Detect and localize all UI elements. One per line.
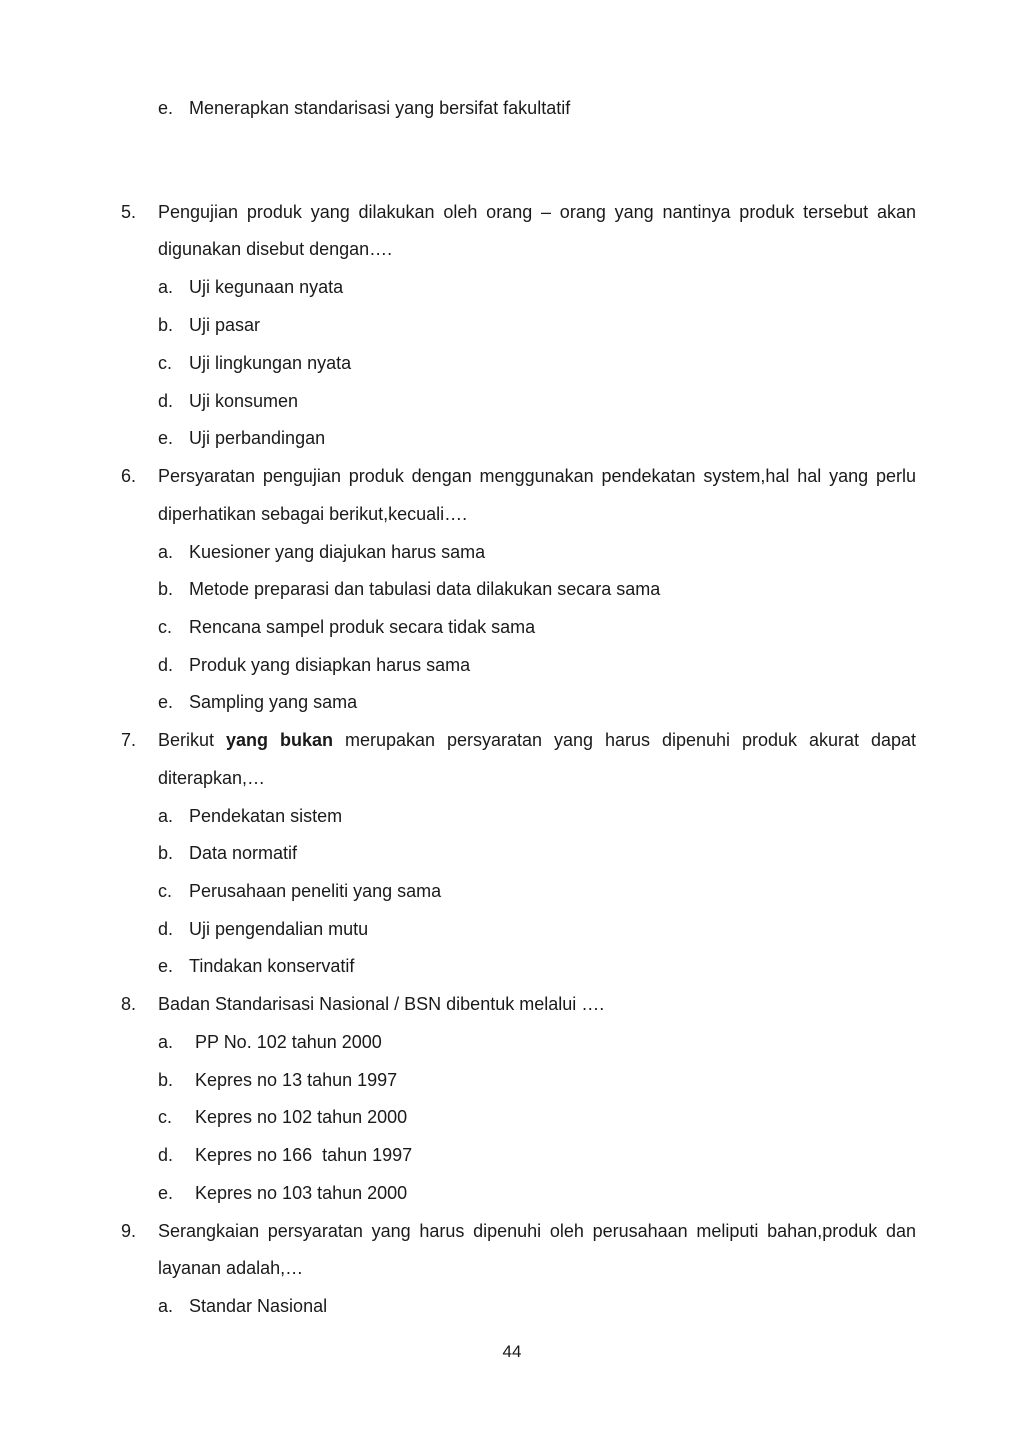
option-text: Kepres no 166 tahun 1997 <box>195 1145 413 1165</box>
option-letter: a. <box>158 806 174 826</box>
question-number: 5. <box>121 202 137 222</box>
option-text: Menerapkan standarisasi yang bersifat fakultatif <box>189 98 571 118</box>
option-letter: e. <box>158 428 174 448</box>
option-letter: e. <box>158 98 174 118</box>
question-text-line2: diperhatikan sebagai berikut,kecuali…. <box>158 504 468 524</box>
question-text-line2: diterapkan,… <box>158 768 266 788</box>
option-text: Uji konsumen <box>189 391 299 411</box>
option-text: Pendekatan sistem <box>189 806 343 826</box>
question-text-line2: digunakan disebut dengan…. <box>158 239 393 259</box>
option-text: PP No. 102 tahun 2000 <box>195 1032 382 1052</box>
question-number: 8. <box>121 994 137 1014</box>
option-letter: b. <box>158 579 174 599</box>
option-text: Kepres no 13 tahun 1997 <box>195 1070 398 1090</box>
option-letter: e. <box>158 1183 174 1203</box>
option-letter: a. <box>158 1032 174 1052</box>
option-letter: c. <box>158 353 173 373</box>
option-text: Kuesioner yang diajukan harus sama <box>189 542 486 562</box>
question-text-pre: Berikut <box>158 730 215 750</box>
option-letter: b. <box>158 843 174 863</box>
option-letter: e. <box>158 692 174 712</box>
option-letter: b. <box>158 1070 174 1090</box>
option-text: Tindakan konservatif <box>189 956 355 976</box>
option-text: Kepres no 102 tahun 2000 <box>195 1107 408 1127</box>
option-letter: e. <box>158 956 174 976</box>
option-text: Kepres no 103 tahun 2000 <box>195 1183 408 1203</box>
option-text: Perusahaan peneliti yang sama <box>189 881 442 901</box>
option-text: Rencana sampel produk secara tidak sama <box>189 617 536 637</box>
option-letter: c. <box>158 1107 173 1127</box>
question-text-line1 <box>158 729 916 751</box>
question-text-line2: layanan adalah,… <box>158 1258 304 1278</box>
question-emphasis: yang bukan <box>226 730 333 750</box>
option-text: Sampling yang sama <box>189 692 358 712</box>
option-letter: d. <box>158 655 174 675</box>
question-text-line1: Persyaratan pengujian produk dengan menggunakan pendekatan system,hal hal yang perlu <box>158 466 916 486</box>
option-letter: b. <box>158 315 174 335</box>
option-text: Produk yang disiapkan harus sama <box>189 655 471 675</box>
option-text: Uji pasar <box>189 315 261 335</box>
option-letter: d. <box>158 919 174 939</box>
question-number: 9. <box>121 1221 137 1241</box>
option-letter: c. <box>158 617 173 637</box>
question-number: 7. <box>121 730 137 750</box>
question-text-line1: Pengujian produk yang dilakukan oleh orang – orang yang nantinya produk tersebut akan <box>158 202 916 222</box>
option-text: Standar Nasional <box>189 1296 328 1316</box>
option-letter: a. <box>158 277 174 297</box>
option-text: Metode preparasi dan tabulasi data dilakukan secara sama <box>189 579 661 599</box>
option-text: Uji kegunaan nyata <box>189 277 344 297</box>
page-number: 44 <box>502 1342 522 1361</box>
option-letter: a. <box>158 1296 174 1316</box>
option-letter: d. <box>158 391 174 411</box>
option-text: Uji pengendalian mutu <box>189 919 369 939</box>
question-text-post: merupakan persyaratan yang harus dipenuhi produk akurat dapat <box>344 730 916 750</box>
option-text: Uji perbandingan <box>189 428 326 448</box>
option-letter: a. <box>158 542 174 562</box>
question-text-line1: Badan Standarisasi Nasional / BSN dibentuk melalui …. <box>158 994 605 1014</box>
option-text: Data normatif <box>189 843 298 863</box>
question-number: 6. <box>121 466 137 486</box>
question-text-line1: Serangkaian persyaratan yang harus dipenuhi oleh perusahaan meliputi bahan,produk dan <box>158 1221 916 1241</box>
option-text: Uji lingkungan nyata <box>189 353 352 373</box>
option-letter: c. <box>158 881 173 901</box>
option-letter: d. <box>158 1145 174 1165</box>
